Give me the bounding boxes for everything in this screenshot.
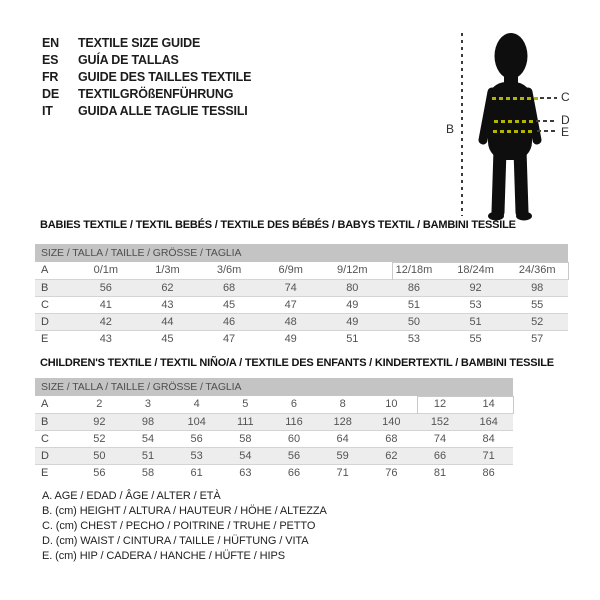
table-cell: 6/9m (278, 264, 303, 276)
legend-item: C. (cm) CHEST / PECHO / POITRINE / TRUHE / PETTO (42, 520, 316, 532)
babies-section-title: BABIES TEXTILE / TEXTIL BEBÉS / TEXTILE DES BÉBÉS / BABYS TEXTIL / BAMBINI TESSILE (40, 219, 516, 231)
table-cell: 4 (193, 398, 200, 410)
table-cell: 49 (284, 333, 297, 345)
table-cell: 42 (99, 316, 112, 328)
table-row-e (35, 330, 568, 347)
table-cell: 5 (242, 398, 249, 410)
table-cell: 6 (290, 398, 298, 410)
table-cell: 128 (333, 416, 352, 428)
table-cell: 56 (93, 467, 106, 479)
table-cell: 56 (287, 450, 301, 462)
table-cell: 66 (287, 467, 301, 479)
table-cell: 116 (285, 416, 303, 428)
table-cell: 50 (407, 316, 421, 328)
table-cell: 47 (284, 299, 297, 311)
waist-dotted-line (494, 120, 534, 123)
table-cell: 8 (339, 398, 346, 410)
table-cell: 63 (239, 467, 252, 479)
table-cell: 56 (190, 433, 203, 445)
legend-item: D. (cm) WAIST / CINTURA / TAILLE / HÜFTUNG / VITA (42, 535, 309, 547)
row-label: A (41, 398, 49, 410)
table-cell: 59 (336, 450, 349, 462)
height-label: B (446, 122, 455, 136)
table-cell: 44 (161, 316, 174, 328)
row-label: C (41, 299, 49, 311)
table-cell: 55 (531, 299, 544, 311)
table-row-d (35, 447, 513, 464)
table-cell: 3 (144, 398, 152, 410)
table-cell: 41 (99, 299, 112, 311)
row-label: D (41, 316, 49, 328)
table-cell: 1/3m (155, 264, 180, 276)
table-cell: 51 (141, 450, 155, 462)
table-cell: 56 (99, 282, 112, 294)
table-cell: 98 (531, 282, 544, 294)
height-measure-line (461, 33, 463, 216)
table-cell: 3/6m (216, 264, 242, 276)
language-title: GUIDE DES TAILLES TEXTILE (78, 70, 252, 84)
table-cell: 51 (346, 333, 359, 345)
table-row-b (35, 413, 513, 430)
table-cell: 55 (469, 333, 482, 345)
table-cell: 58 (141, 467, 155, 479)
table-cell: 0/1m (93, 264, 119, 276)
table-cell: 60 (287, 433, 301, 445)
table-cell: 111 (236, 416, 254, 428)
language-code: ES (42, 53, 59, 67)
chest-leader-line (540, 97, 557, 99)
hip-leader-line (537, 130, 557, 132)
legend-item: E. (cm) HIP / CADERA / HANCHE / HÜFTE / HIPS (42, 550, 285, 562)
table-cell: 45 (222, 299, 236, 311)
table-row-b (35, 279, 568, 296)
table-cell: 49 (346, 316, 359, 328)
hip-dotted-line (493, 130, 535, 133)
table-cell: 68 (222, 282, 236, 294)
table-cell: 14 (482, 398, 495, 410)
table-cell: 84 (482, 433, 495, 445)
table-cell: 53 (190, 450, 203, 462)
table-row-d (35, 313, 568, 330)
table-row-a (35, 396, 513, 413)
table-cell: 45 (161, 333, 174, 345)
babies-size-table (35, 244, 568, 347)
row-label: E (41, 467, 49, 479)
child-figure-diagram (0, 0, 600, 240)
table-cell: 71 (336, 467, 349, 479)
table-size-header: SIZE / TALLA / TAILLE / GRÖSSE / TAGLIA (35, 378, 513, 396)
table-cell: 76 (385, 467, 398, 479)
child-silhouette-icon (477, 32, 543, 222)
table-cell: 71 (482, 450, 495, 462)
table-cell: 43 (161, 299, 174, 311)
table-cell: 62 (385, 450, 398, 462)
table-cell: 50 (93, 450, 106, 462)
table-cell: 52 (531, 316, 544, 328)
table-cell: 51 (407, 299, 421, 311)
table-cell: 66 (433, 450, 447, 462)
table-cell: 68 (385, 433, 398, 445)
table-cell: 12/18m (395, 264, 433, 276)
row-label: E (41, 333, 49, 345)
measurement-legend (42, 489, 327, 564)
table-cell: 80 (346, 282, 359, 294)
language-code: FR (42, 70, 59, 84)
table-cell: 98 (141, 416, 155, 428)
table-cell: 47 (222, 333, 236, 345)
table-cell: 104 (187, 416, 206, 428)
language-title: TEXTILE SIZE GUIDE (78, 36, 201, 50)
hip-label: E (561, 125, 570, 139)
table-cell: 62 (161, 282, 174, 294)
table-cell: 92 (469, 282, 482, 294)
row-label: A (41, 264, 49, 276)
table-row-e (35, 464, 513, 481)
table-cell: 57 (531, 333, 544, 345)
table-cell: 51 (469, 316, 482, 328)
table-cell: 52 (93, 433, 106, 445)
table-cell: 24/36m (518, 264, 556, 276)
table-cell: 53 (407, 333, 421, 345)
table-row-c (35, 430, 513, 447)
chest-dotted-line (492, 97, 538, 100)
children-size-table (35, 378, 513, 481)
children-section-title: CHILDREN'S TEXTILE / TEXTIL NIÑO/A / TEXTILE DES ENFANTS / KINDERTEXTIL / BAMBINI TESSILE (40, 357, 554, 369)
legend-item: A. AGE / EDAD / ÂGE / ALTER / ETÀ (42, 490, 221, 502)
language-title: TEXTILGRÖßENFÜHRUNG (78, 87, 234, 101)
row-label: B (41, 282, 49, 294)
table-cell: 53 (469, 299, 482, 311)
language-code: DE (42, 87, 59, 101)
table-row-c (35, 296, 568, 313)
table-cell: 54 (141, 433, 155, 445)
table-cell: 81 (433, 467, 447, 479)
table-cell: 74 (284, 282, 297, 294)
table-cell: 9/12m (337, 264, 368, 276)
chest-label: C (561, 90, 570, 104)
table-cell: 43 (99, 333, 112, 345)
language-code: EN (42, 36, 59, 50)
table-cell: 164 (479, 416, 498, 428)
table-row-a (35, 262, 568, 279)
table-cell: 12 (433, 398, 447, 410)
table-cell: 86 (407, 282, 421, 294)
table-cell: 48 (284, 316, 297, 328)
table-cell: 64 (336, 433, 349, 445)
row-label: C (41, 433, 49, 445)
table-cell: 49 (346, 299, 359, 311)
waist-leader-line (536, 120, 557, 122)
table-size-header: SIZE / TALLA / TAILLE / GRÖSSE / TAGLIA (35, 244, 568, 262)
table-cell: 46 (222, 316, 236, 328)
waist-label: D (561, 113, 570, 127)
language-code: IT (42, 104, 53, 118)
language-title: GUÍA DE TALLAS (78, 53, 179, 67)
row-label: B (41, 416, 49, 428)
table-cell: 61 (190, 467, 203, 479)
table-cell: 140 (382, 416, 401, 428)
table-cell: 18/24m (457, 264, 494, 276)
silhouette-shapes (483, 33, 537, 221)
table-cell: 86 (482, 467, 495, 479)
table-cell: 152 (430, 416, 450, 428)
table-cell: 58 (239, 433, 252, 445)
language-title: GUIDA ALLE TAGLIE TESSILI (78, 104, 248, 118)
table-cell: 10 (385, 398, 398, 410)
table-cell: 2 (96, 398, 103, 410)
table-cell: 54 (239, 450, 252, 462)
table-cell: 92 (93, 416, 106, 428)
legend-item: B. (cm) HEIGHT / ALTURA / HAUTEUR / HÖHE / ALTEZZA (42, 505, 327, 517)
table-cell: 74 (433, 433, 447, 445)
row-label: D (41, 450, 49, 462)
